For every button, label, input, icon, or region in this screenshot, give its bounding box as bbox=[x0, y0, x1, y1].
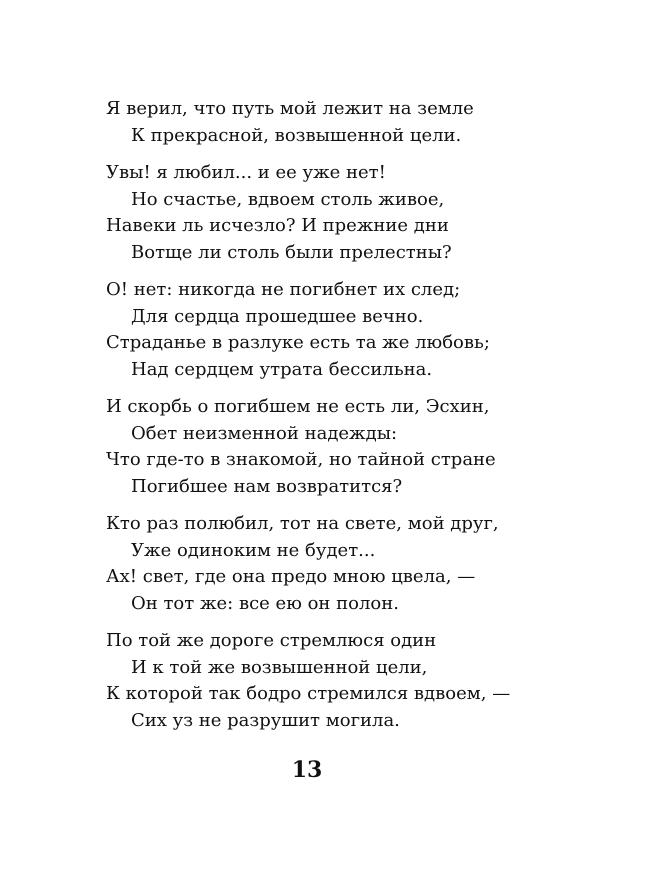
stanza bbox=[106, 160, 626, 266]
poem-line: И скорбь о погибшем не есть ли, Эсхин, bbox=[106, 396, 490, 417]
poem-line: Что где-то в знакомой, но тайной стране bbox=[106, 449, 496, 470]
poem-line: Я верил, что путь мой лежит на земле bbox=[106, 98, 474, 119]
stanza bbox=[106, 628, 626, 734]
poem-line: Увы! я любил... и ее уже нет! bbox=[106, 162, 386, 183]
stanza bbox=[106, 96, 626, 149]
poem-line: Сих уз не разрушит могила. bbox=[131, 709, 400, 731]
stanza bbox=[106, 277, 626, 383]
poem-line: Для сердца прошедшее вечно. bbox=[131, 305, 424, 327]
poem-line: По той же дороге стремлюся один bbox=[106, 630, 437, 651]
page-number: 13 bbox=[291, 757, 323, 783]
poem-body bbox=[106, 96, 626, 745]
poem-line: И к той же возвышенной цели, bbox=[131, 656, 428, 678]
poem-line: Обет неизменной надежды: bbox=[131, 422, 398, 444]
poem-line: Вотще ли столь были прелестны? bbox=[131, 241, 452, 263]
poem-line: Кто раз полюбил, тот на свете, мой друг, bbox=[106, 513, 499, 534]
poem-line: Страданье в разлуке есть та же любовь; bbox=[106, 332, 490, 353]
poem-line: Погибшее нам возвратится? bbox=[131, 475, 403, 497]
poem-line: Но счастье, вдвоем столь живое, bbox=[131, 188, 445, 210]
poem-line: Уже одиноким не будет... bbox=[131, 539, 376, 561]
poem-line: О! нет: никогда не погибнет их след; bbox=[106, 279, 461, 300]
poem-line: К прекрасной, возвышенной цели. bbox=[131, 124, 462, 146]
poem-line: Навеки ль исчезло? И прежние дни bbox=[106, 215, 449, 236]
stanza bbox=[106, 511, 626, 617]
poem-line: Ах! свет, где она предо мною цвела, — bbox=[106, 566, 476, 587]
poem-line: К которой так бодро стремился вдвоем, — bbox=[106, 683, 511, 704]
stanza bbox=[106, 394, 626, 500]
poem-line: Он тот же: все ею он полон. bbox=[131, 592, 399, 614]
poem-line: Над сердцем утрата бессильна. bbox=[131, 358, 433, 380]
